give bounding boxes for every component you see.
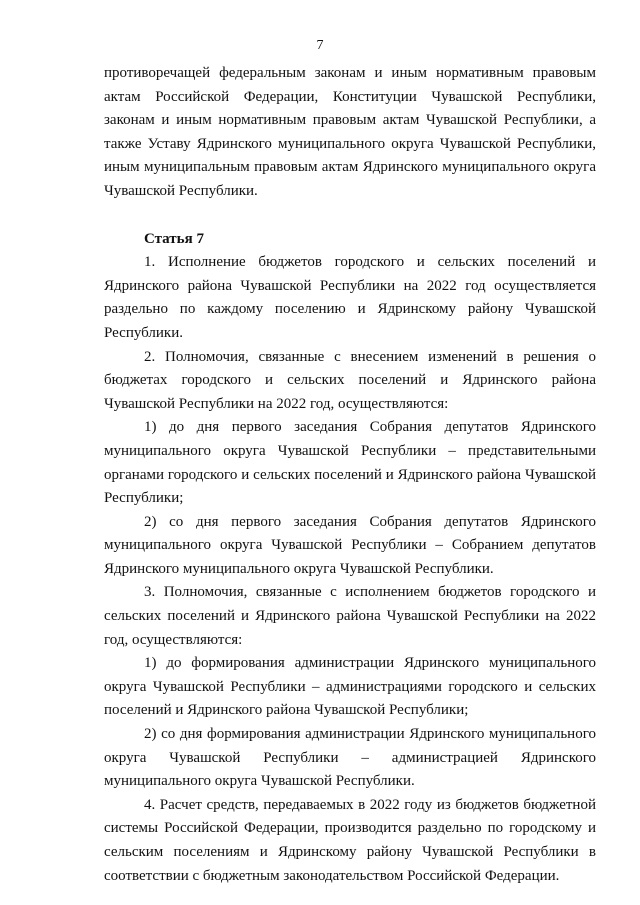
article-subitem-2-1: 1) до дня первого заседания Собрания депутатов Ядринского муниципального округа Чувашской Республики – представительными органами городского и сельских поселений и Ядринского района Чувашской Республики;	[104, 419, 596, 507]
document-body	[104, 62, 596, 888]
article-subitem-2-2: 2) со дня первого заседания Собрания депутатов Ядринского муниципального округа Чувашской Республики – Собранием депутатов Ядринского муниципального округа Чувашской Республики.	[104, 513, 596, 577]
article-title: Статья 7	[144, 230, 204, 247]
article-paragraph-2: 2. Полномочия, связанные с внесением изменений в решения о бюджетах городского и сельских поселений и Ядринского района Чувашской Республики на 2022 год, осуществляются:	[104, 348, 596, 412]
page-number: 7	[316, 38, 324, 53]
article-subitem-3-2: 2) со дня формирования администрации Ядринского муниципального округа Чувашской Республики – администрацией Ядринского муниципального округа Чувашской Республики.	[104, 726, 596, 790]
article-paragraph-4: 4. Расчет средств, передаваемых в 2022 году из бюджетов бюджетной системы Российской Федерации, производится раздельно по городскому и сельским поселениям и Ядринскому району Чувашской Республики в соответствии с бюджетным законодательством Российской Федерации.	[104, 796, 596, 884]
article-paragraph-3: 3. Полномочия, связанные с исполнением бюджетов городского и сельских поселений и Ядринского района Чувашской Республики на 2022 год, осуществляются:	[104, 584, 596, 648]
article-paragraph-1: 1. Исполнение бюджетов городского и сельских поселений и Ядринского района Чувашской Республики на 2022 год осуществляется раздельно по каждому поселению и Ядринскому району Чувашской Республики.	[104, 254, 596, 341]
article-subitem-3-1: 1) до формирования администрации Ядринского муниципального округа Чувашской Республики – администрациями городского и сельских поселений и Ядринского района Чувашской Республики;	[104, 655, 596, 719]
continuation-paragraph: противоречащей федеральным законам и иным нормативным правовым актам Российской Федерации, Конституции Чувашской Республики, законам и иным нормативным правовым актам Чувашской Республики, а также Уставу Ядринского муниципального округа Чувашской Республики, иным муниципальным правовым актам Ядринского муниципального округа Чувашской Республики.	[104, 65, 596, 199]
